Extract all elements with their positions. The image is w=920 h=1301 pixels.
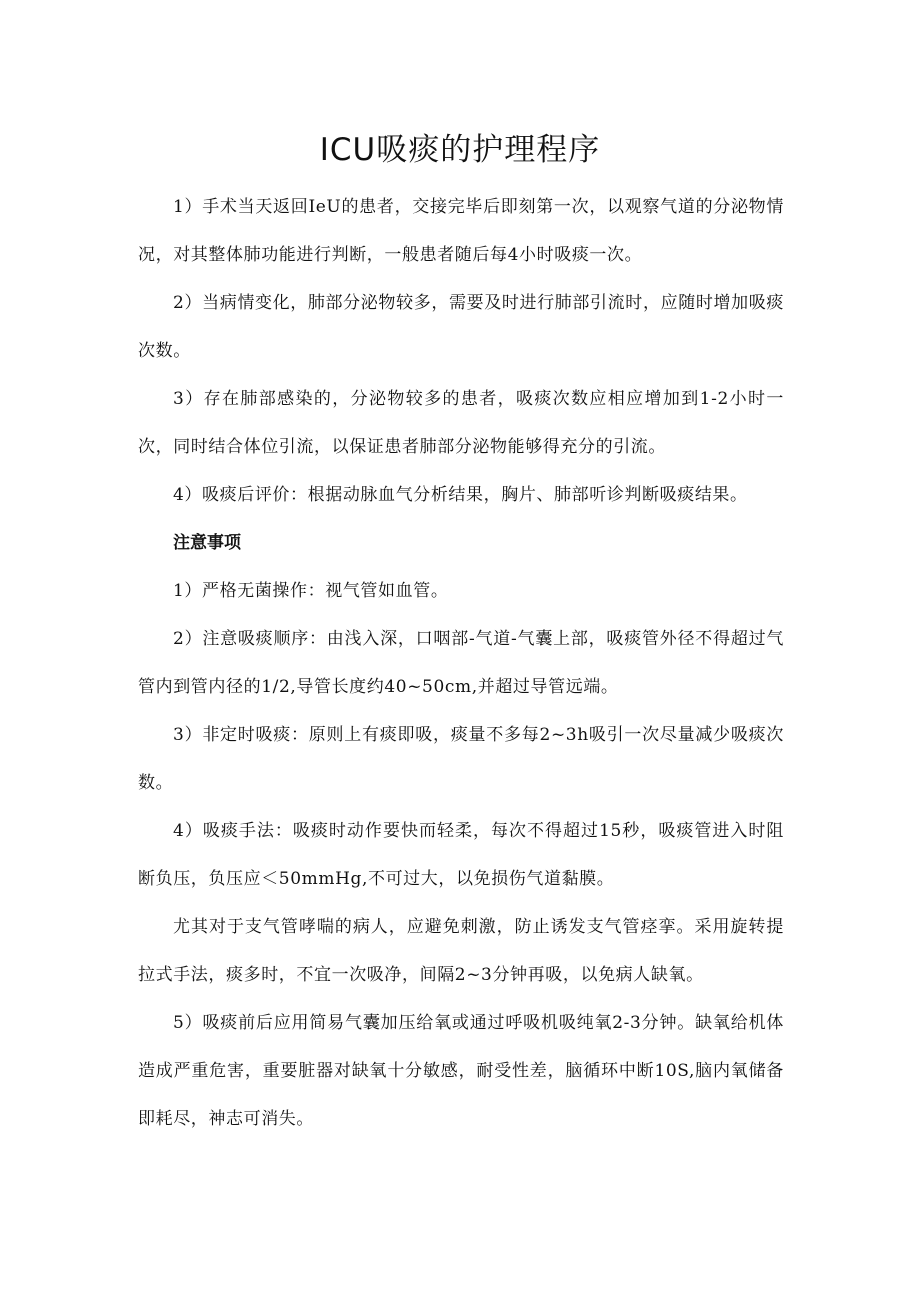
paragraph-4: 4）吸痰后评价：根据动脉血气分析结果，胸片、肺部听诊判断吸痰结果。 <box>173 485 748 505</box>
precaution-2: 2）注意吸痰顺序：由浅入深，口咽部-气道-气囊上部，吸痰管外径不得超过气管内到管内径的1/2,导管长度约40~50cm,并超过导管远端。 <box>138 629 784 697</box>
section-heading-precautions: 注意事项 <box>173 533 241 553</box>
precaution-4: 4）吸痰手法：吸痰时动作要快而轻柔，每次不得超过15秒，吸痰管进入时阻断负压，负压应＜50mmHg,不可过大，以免损伤气道黏膜。 <box>138 821 784 889</box>
document-body <box>138 183 784 1143</box>
paragraph-2: 2）当病情变化，肺部分泌物较多，需要及时进行肺部引流时，应随时增加吸痰次数。 <box>138 293 784 361</box>
paragraph-1: 1）手术当天返回IeU的患者，交接完毕后即刻第一次，以观察气道的分泌物情况，对其整体肺功能进行判断，一般患者随后每4小时吸痰一次。 <box>138 197 784 265</box>
paragraph-3: 3）存在肺部感染的，分泌物较多的患者，吸痰次数应相应增加到1-2小时一次，同时结合体位引流，以保证患者肺部分泌物能够得充分的引流。 <box>138 389 784 457</box>
precaution-5: 5）吸痰前后应用简易气囊加压给氧或通过呼吸机吸纯氧2-3分钟。缺氧给机体造成严重危害，重要脏器对缺氧十分敏感，耐受性差，脑循环中断10S,脑内氧储备即耗尽，神志可消失。 <box>138 1013 784 1129</box>
precaution-3: 3）非定时吸痰：原则上有痰即吸，痰量不多每2~3h吸引一次尽量减少吸痰次数。 <box>138 725 784 793</box>
precaution-4-continued: 尤其对于支气管哮喘的病人，应避免刺激，防止诱发支气管痉挛。采用旋转提拉式手法，痰多时，不宜一次吸净，间隔2~3分钟再吸，以免病人缺氧。 <box>138 917 784 985</box>
document-title: ICU吸痰的护理程序 <box>319 132 601 168</box>
precaution-1: 1）严格无菌操作：视气管如血管。 <box>173 581 449 601</box>
